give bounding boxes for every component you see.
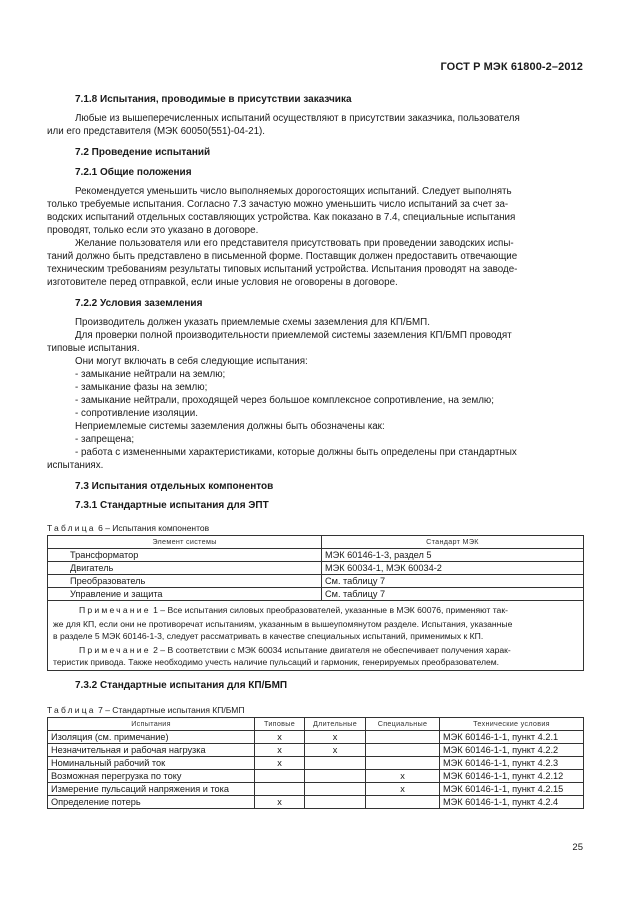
table-cell: x (255, 757, 305, 770)
paragraph: Рекомендуется уменьшить число выполняемых дорогостоящих испытаний. Следует выполнять (75, 186, 512, 197)
paragraph: Для проверки полной производительности приемлемой системы заземления КП/БМП проводят (75, 330, 512, 341)
table-cell: x (255, 796, 305, 809)
table-row (48, 549, 584, 562)
column-header: Элемент системы (48, 536, 322, 549)
table-cell: Номинальный рабочий ток (48, 757, 255, 770)
table-cell: МЭК 60146-1-1, пункт 4.2.2 (440, 744, 584, 757)
table-header-row (48, 718, 584, 731)
table-7-caption-word: Таблица (47, 705, 96, 715)
table-cell: Изоляция (см. примечание) (48, 731, 255, 744)
paragraph: водских испытаний отдельных составляющих устройства. Как показано в 7.4, специальные испытания (47, 212, 516, 223)
table-cell: Возможная перегрузка по току (48, 770, 255, 783)
note-1 (53, 604, 578, 616)
heading-7-2-1: 7.2.1 Общие положения (75, 167, 192, 178)
table-row (48, 796, 584, 809)
list-item: - сопротивление изоляции. (75, 408, 198, 419)
table-row (48, 562, 584, 575)
table-row (48, 783, 584, 796)
table-cell: Преобразователь (48, 575, 322, 588)
heading-7-1-8: 7.1.8 Испытания, проводимые в присутствии заказчика (75, 94, 352, 105)
table-header-row (48, 536, 584, 549)
table-cell: x (305, 744, 366, 757)
column-header: Специальные (366, 718, 440, 731)
table-cell (255, 770, 305, 783)
list-item: - замыкание нейтрали, проходящей через большое комплексное сопротивление, на землю; (75, 395, 495, 406)
table-cell: См. таблицу 7 (322, 575, 584, 588)
column-header: Технические условия (440, 718, 584, 731)
table-cell (255, 783, 305, 796)
table-cell: МЭК 60146-1-1, пункт 4.2.3 (440, 757, 584, 770)
column-header: Стандарт МЭК (322, 536, 584, 549)
table-cell: Определение потерь (48, 796, 255, 809)
page-content (47, 93, 583, 809)
paragraph: Производитель должен указать приемлемые схемы заземления для КП/БМП. (75, 317, 430, 328)
paragraph: техническим требованиям результаты типовых испытаний устройства. Испытания проводят на заводе- (47, 264, 518, 275)
table-6-caption-text: 6 – Испытания компонентов (98, 523, 210, 533)
table-cell (305, 757, 366, 770)
table-cell (305, 796, 366, 809)
heading-7-3-1: 7.3.1 Стандартные испытания для ЭПТ (75, 500, 269, 511)
list-item-continuation: испытаниях. (47, 460, 104, 471)
table-cell (366, 757, 440, 770)
paragraph: Любые из вышеперечисленных испытаний осуществляют в присутствии заказчика, пользователя (75, 113, 520, 124)
table-6 (47, 535, 584, 671)
table-7 (47, 717, 584, 809)
table-cell: x (366, 770, 440, 783)
table-7-caption-text: 7 – Стандартные испытания КП/БМП (98, 705, 245, 715)
paragraph: Неприемлемые системы заземления должны быть обозначены как: (75, 421, 385, 432)
table-cell (366, 796, 440, 809)
paragraph: Они могут включать в себя следующие испытания: (75, 356, 308, 367)
table-row (48, 575, 584, 588)
table-cell: x (255, 744, 305, 757)
paragraph: или его представителя (МЭК 60050(551)-04-21). (47, 126, 266, 137)
note-2 (53, 644, 578, 656)
table-cell: Измерение пульсаций напряжения и тока (48, 783, 255, 796)
heading-7-2-2: 7.2.2 Условия заземления (75, 298, 203, 309)
table-cell: МЭК 60034-1, МЭК 60034-2 (322, 562, 584, 575)
note-text: теристик привода. Также необходимо учесть наличие пульсаций и гармоник, генерируемых преобразователем. (53, 657, 500, 667)
table-cell: МЭК 60146-1-1, пункт 4.2.4 (440, 796, 584, 809)
table-row (48, 770, 584, 783)
table-cell: Трансформатор (48, 549, 322, 562)
note-text: 2 – В соответствии с МЭК 60034 испытание двигателя не обеспечивает получения харак- (153, 645, 511, 655)
table-cell: Незначительная и рабочая нагрузка (48, 744, 255, 757)
table-cell (305, 770, 366, 783)
list-item: - запрещена; (75, 434, 135, 445)
note-text: в разделе 5 МЭК 60146-1-3, следует рассматривать в качестве специальных испытаний, применимых к КП. (53, 631, 484, 641)
heading-7-3-2: 7.3.2 Стандартные испытания для КП/БМП (75, 680, 288, 691)
table-cell: См. таблицу 7 (322, 588, 584, 601)
column-header: Длительные (305, 718, 366, 731)
paragraph: Желание пользователя или его представителя присутствовать при проведении заводских испы- (75, 238, 514, 249)
list-item: - замыкание нейтрали на землю; (75, 369, 226, 380)
table-cell: x (305, 731, 366, 744)
paragraph: изготовителе перед отправкой, если иные условия не оговорены в договоре. (47, 277, 398, 288)
table-cell: Управление и защита (48, 588, 322, 601)
table-row (48, 588, 584, 601)
table-6-caption (47, 522, 583, 535)
table-cell: МЭК 60146-1-1, пункт 4.2.12 (440, 770, 584, 783)
list-item: - работа с измененными характеристиками, которые должны быть определены при стандартных (75, 447, 517, 458)
column-header: Типовые (255, 718, 305, 731)
paragraph: таний должно быть представлено в письменной форме. Поставщик должен предоставить отвечающие (47, 251, 518, 262)
table-cell: x (255, 731, 305, 744)
paragraph: только требуемые испытания. Согласно 7.3 зачастую можно уменьшить число испытаний за счет за- (47, 199, 509, 210)
table-cell: МЭК 60146-1-3, раздел 5 (322, 549, 584, 562)
table-notes-row (48, 601, 584, 671)
table-row (48, 757, 584, 770)
table-6-caption-word: Таблица (47, 523, 96, 533)
page-number: 25 (572, 842, 583, 853)
note-text: же для КП, если они не противоречат испытаниям, указанным в вышеупомянутом разделе. Испытания, указанные (53, 619, 513, 629)
heading-7-3: 7.3 Испытания отдельных компонентов (75, 481, 274, 492)
table-cell: МЭК 60146-1-1, пункт 4.2.1 (440, 731, 584, 744)
table-cell: МЭК 60146-1-1, пункт 4.2.15 (440, 783, 584, 796)
heading-7-2: 7.2 Проведение испытаний (75, 147, 211, 158)
table-row (48, 731, 584, 744)
list-item: - замыкание фазы на землю; (75, 382, 208, 393)
paragraph: типовые испытания. (47, 343, 140, 354)
table-cell (366, 731, 440, 744)
table-cell (305, 783, 366, 796)
note-label: Примечание (79, 605, 151, 615)
note-text: 1 – Все испытания силовых преобразователей, указанные в МЭК 60076, применяют так- (153, 605, 508, 615)
column-header: Испытания (48, 718, 255, 731)
table-cell: Двигатель (48, 562, 322, 575)
note-label: Примечание (79, 645, 151, 655)
paragraph: проводят, только если это указано в договоре. (47, 225, 259, 236)
table-cell: x (366, 783, 440, 796)
table-notes (48, 601, 584, 671)
table-7-caption (47, 704, 583, 717)
standard-header: ГОСТ Р МЭК 61800-2–2012 (440, 61, 583, 73)
table-cell (366, 744, 440, 757)
table-row (48, 744, 584, 757)
